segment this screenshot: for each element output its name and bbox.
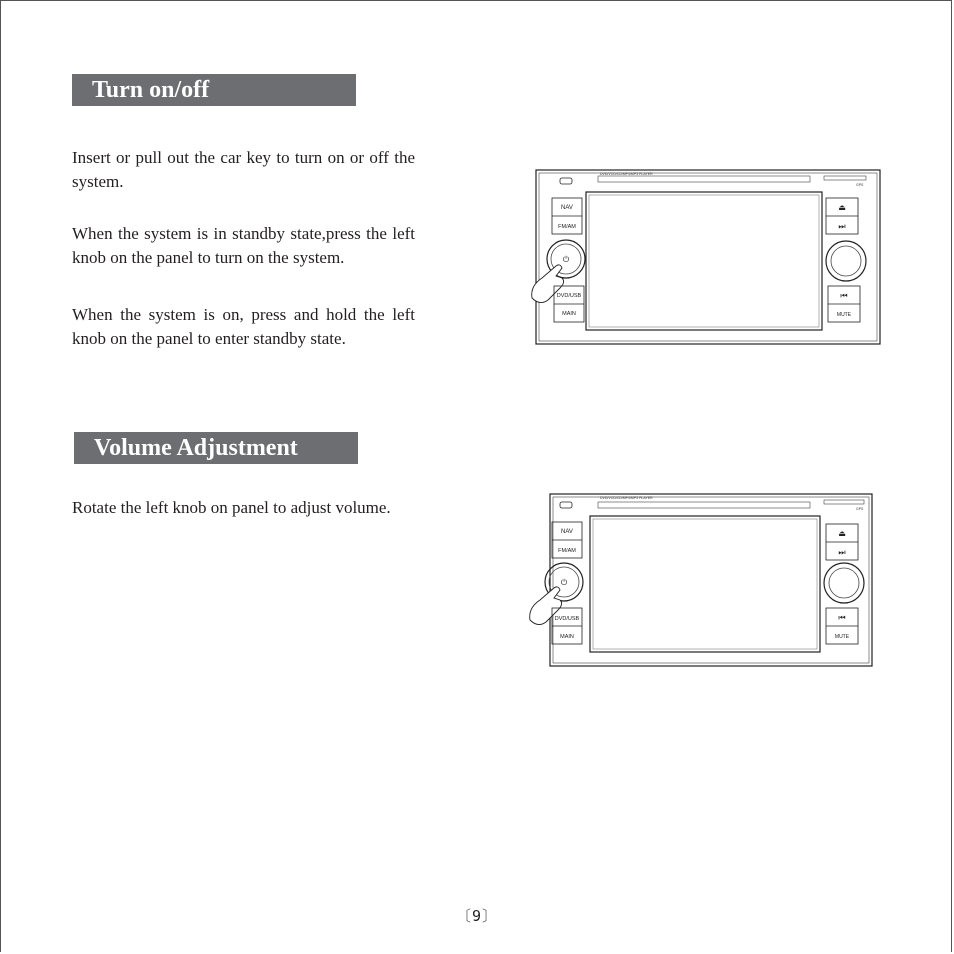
paragraph-car-key: Insert or pull out the car key to turn on or off the system. xyxy=(72,148,415,191)
disc-slot-label: DVD/VCD/CD/MP4/MP3 PLAYER xyxy=(600,496,653,500)
page-number: 〔9〕 xyxy=(455,907,499,925)
section-heading-volume-adjustment: Volume Adjustment xyxy=(74,432,358,464)
head-unit-illustration xyxy=(528,168,882,346)
section-heading-turn-on-off: Turn on/off xyxy=(72,74,356,106)
gps-label: GPS xyxy=(856,507,864,511)
eject-icon: ⏏ xyxy=(838,203,846,212)
dvd-usb-button-label: DVD/USB xyxy=(556,293,582,299)
paragraph-standby-turn-on: When the system is in standby state,press the left knob on the panel to turn on the system. xyxy=(72,224,415,267)
previous-track-icon: ⏮ xyxy=(838,613,846,622)
eject-icon: ⏏ xyxy=(838,529,846,538)
mute-button-label: MUTE xyxy=(836,312,852,318)
power-icon: ⏻ xyxy=(560,578,568,587)
head-unit-illustration xyxy=(528,490,882,668)
fm-am-button-label: FM/AM xyxy=(558,548,576,554)
paragraph-rotate-knob: Rotate the left knob on panel to adjust volume. xyxy=(72,498,391,517)
main-button-label: MAIN xyxy=(562,311,576,317)
next-track-icon: ⏭ xyxy=(838,548,846,557)
dvd-usb-button-label: DVD/USB xyxy=(554,616,580,622)
gps-label: GPS xyxy=(856,183,864,187)
main-button-label: MAIN xyxy=(560,634,574,640)
next-track-icon: ⏭ xyxy=(838,222,846,231)
power-icon: ⏻ xyxy=(562,255,570,264)
nav-button-label: NAV xyxy=(561,529,573,535)
previous-track-icon: ⏮ xyxy=(840,291,848,300)
fm-am-button-label: FM/AM xyxy=(558,224,576,230)
mute-button-label: MUTE xyxy=(834,634,850,640)
nav-button-label: NAV xyxy=(561,205,573,211)
disc-slot-label: DVD/VCD/CD/MP4/MP3 PLAYER xyxy=(600,172,653,176)
paragraph-enter-standby: When the system is on, press and hold the left knob on the panel to enter standby state. xyxy=(72,305,415,348)
